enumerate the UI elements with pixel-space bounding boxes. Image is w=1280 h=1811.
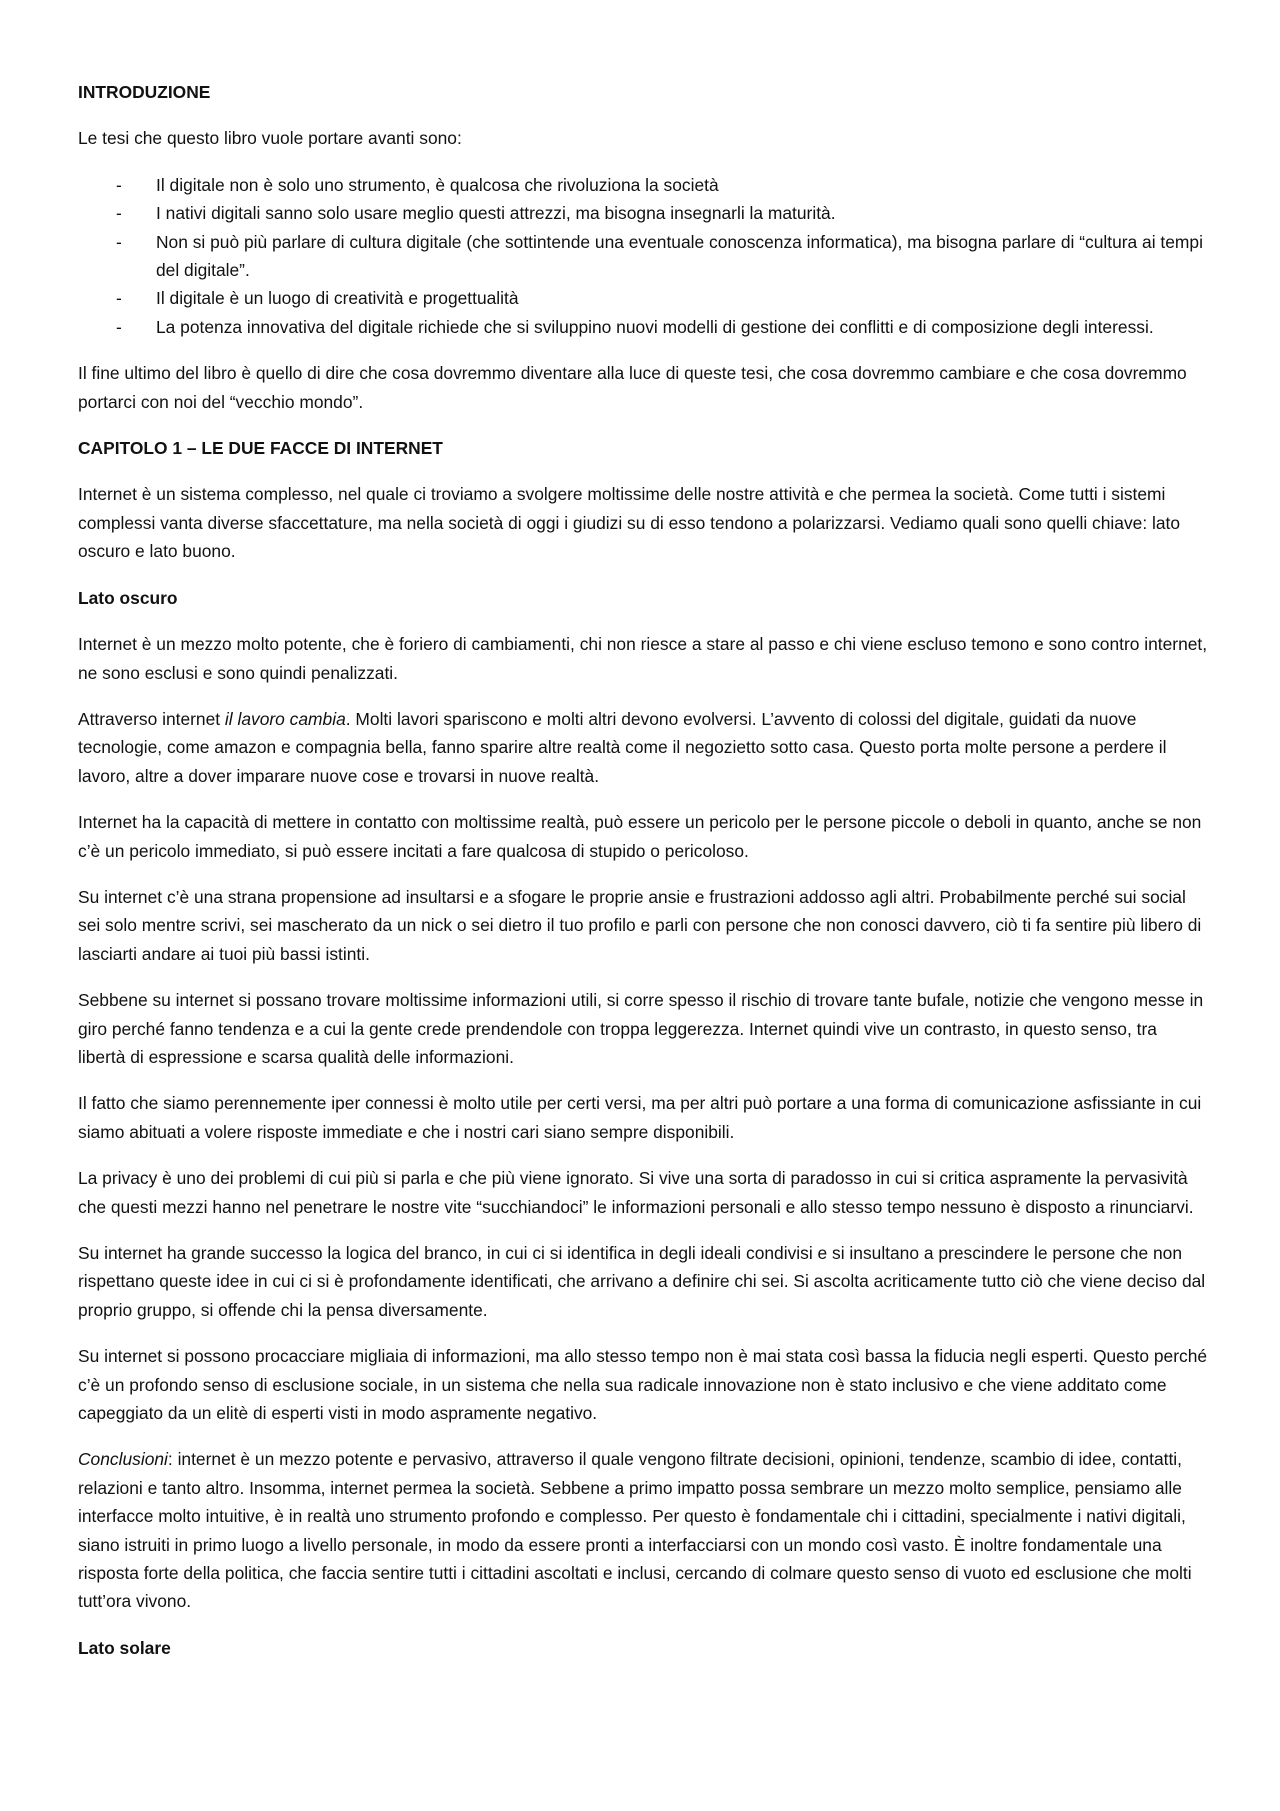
paragraph: La privacy è uno dei problemi di cui più si parla e che più viene ignorato. Si vive una sorta di paradosso in cui si critica aspramente la pervasività che questi mezzi hanno nel penetrare le nostre vite “succhiandoci” le informazioni personali e allo stesso tempo nessuno è disposto a rinunciarvi. <box>78 1168 1194 1217</box>
list-item <box>78 171 1208 199</box>
list-item-text: I nativi digitali sanno solo usare meglio questi attrezzi, ma bisogna insegnarli la maturità. <box>156 203 836 224</box>
paragraph-work-changes <box>78 705 1208 790</box>
list-item <box>78 313 1208 341</box>
bright-side-heading: Lato solare <box>78 1637 171 1658</box>
thesis-list <box>78 171 1208 341</box>
paragraph: Sebbene su internet si possano trovare moltissime informazioni utili, si corre spesso il rischio di trovare tante bufale, notizie che vengono messe in giro perché fanno tendenza e a cui la gente crede prendendole con troppa leggerezza. Internet quindi vive un contrasto, in questo senso, tra libertà di espressione e scarsa qualità delle informazioni. <box>78 990 1204 1067</box>
document-page <box>78 78 1208 1680</box>
dash-marker: - <box>116 174 122 195</box>
list-item <box>78 284 1208 312</box>
intro-heading: INTRODUZIONE <box>78 82 211 102</box>
paragraph: Su internet c’è una strana propensione ad insultarsi e a sfogare le proprie ansie e frustrazioni addosso agli altri. Probabilmente perché sui social sei solo mentre scrivi, sei mascherato da un nick o sei dietro il tuo profilo e parli con persone che non conosci davvero, ciò ti fa sentire più libero di lasciarti andare ai tuoi più bassi istinti. <box>78 886 1202 964</box>
intro-conclusion: Il fine ultimo del libro è quello di dire che cosa dovremmo diventare alla luce di queste tesi, che cosa dovremmo cambiare e che cosa dovremmo portarci con noi del “vecchio mondo”. <box>78 363 1187 412</box>
dash-marker: - <box>116 288 122 309</box>
paragraph: Su internet ha grande successo la logica del branco, in cui ci si identifica in degli ideali condivisi e si insultano a prescindere le persone che non rispettano queste idee in cui ci si è profondamente identificati, che arrivano a definire chi sei. Si ascolta acriticamente tutto ciò che viene deciso dal proprio gruppo, si offende chi la pensa diversamente. <box>78 1243 1206 1320</box>
conclusion-text: : internet è un mezzo potente e pervasivo, attraverso il quale vengono filtrate decisioni, opinioni, tendenze, scambio di idee, contatti, relazioni e tanto altro. Insomma, internet permea la società. Sebbene a primo impatto possa sembrare un mezzo molto semplice, pensiamo alle interfacce molto intuitive, è in realtà uno strumento profondo e complesso. Per questo è fondamentale chi i cittadini, specialmente i nativi digitali, siano istruiti in primo luogo a livello personale, in modo da essere pronti a interfacciarsi con un mondo così vasto. È inoltre fondamentale una risposta forte della politica, che faccia sentire tutti i cittadini ascoltati e inclusi, cercando di colmare questo senso di vuoto ed esclusione che molti tutt’ora vivono. <box>78 1449 1192 1612</box>
paragraph: Su internet si possono procacciare migliaia di informazioni, ma allo stesso tempo non è mai stata così bassa la fiducia negli esperti. Questo perché c’è un profondo senso di esclusione sociale, in un sistema che nella sua radicale innovazione non è stato inclusivo e che viene additato come capeggiato da un elitè di esperti visti in modo aspramente negativo. <box>78 1346 1208 1424</box>
dash-marker: - <box>116 203 122 224</box>
chapter-heading: CAPITOLO 1 – LE DUE FACCE DI INTERNET <box>78 438 443 459</box>
paragraph: Il fatto che siamo perennemente iper connessi è molto utile per certi versi, ma per altri può portare a una forma di comunicazione asfissiante in cui siamo abituati a volere risposte immediate e che i nostri cari siano sempre disponibili. <box>78 1093 1202 1142</box>
dash-marker: - <box>116 316 122 337</box>
list-item-text: Il digitale non è solo uno strumento, è qualcosa che rivoluziona la società <box>156 174 719 195</box>
dash-marker: - <box>116 231 122 252</box>
list-item-text: La potenza innovativa del digitale richiede che si sviluppino nuovi modelli di gestione dei conflitti e di composizione degli interessi. <box>156 316 1154 337</box>
list-item <box>78 199 1208 227</box>
list-item-text: Non si può più parlare di cultura digitale (che sottintende una eventuale conoscenza informatica), ma bisogna parlare di “cultura ai tempi del digitale”. <box>156 231 1203 281</box>
chapter-intro: Internet è un sistema complesso, nel quale ci troviamo a svolgere moltissime delle nostre attività e che permea la società. Come tutti i sistemi complessi vanta diverse sfaccettature, ma nella società di oggi i giudizi su di esso tendono a polarizzarsi. Vediamo quali sono quelli chiave: lato oscuro e lato buono. <box>78 484 1181 562</box>
text-run: . Molti lavori spariscono e molti altri devono evolversi. L’avvento di colossi del digitale, guidati da nuove tecnologie, come amazon e compagnia bella, fanno sparire altre realtà come il negozietto sotto casa. Questo porta molte persone a perdere il lavoro, altre a dover imparare nuove cose e trovarsi in nuove realtà. <box>78 708 1167 786</box>
conclusion-label: Conclusioni <box>78 1449 168 1470</box>
list-item-text: Il digitale è un luogo di creatività e progettualità <box>156 288 519 309</box>
text-run: Attraverso internet <box>78 708 225 729</box>
intro-lead: Le tesi che questo libro vuole portare avanti sono: <box>78 128 462 149</box>
dark-side-heading: Lato oscuro <box>78 587 178 608</box>
list-item <box>78 228 1208 285</box>
conclusion-paragraph <box>78 1445 1208 1615</box>
italic-text: il lavoro cambia <box>224 708 346 729</box>
paragraph: Internet è un mezzo molto potente, che è foriero di cambiamenti, chi non riesce a stare al passo e chi viene escluso temono e sono contro internet, ne sono esclusi e sono quindi penalizzati. <box>78 634 1208 683</box>
paragraph: Internet ha la capacità di mettere in contatto con moltissime realtà, può essere un pericolo per le persone piccole o deboli in quanto, anche se non c’è un pericolo immediato, si può essere incitati a fare qualcosa di stupido o pericoloso. <box>78 812 1202 861</box>
